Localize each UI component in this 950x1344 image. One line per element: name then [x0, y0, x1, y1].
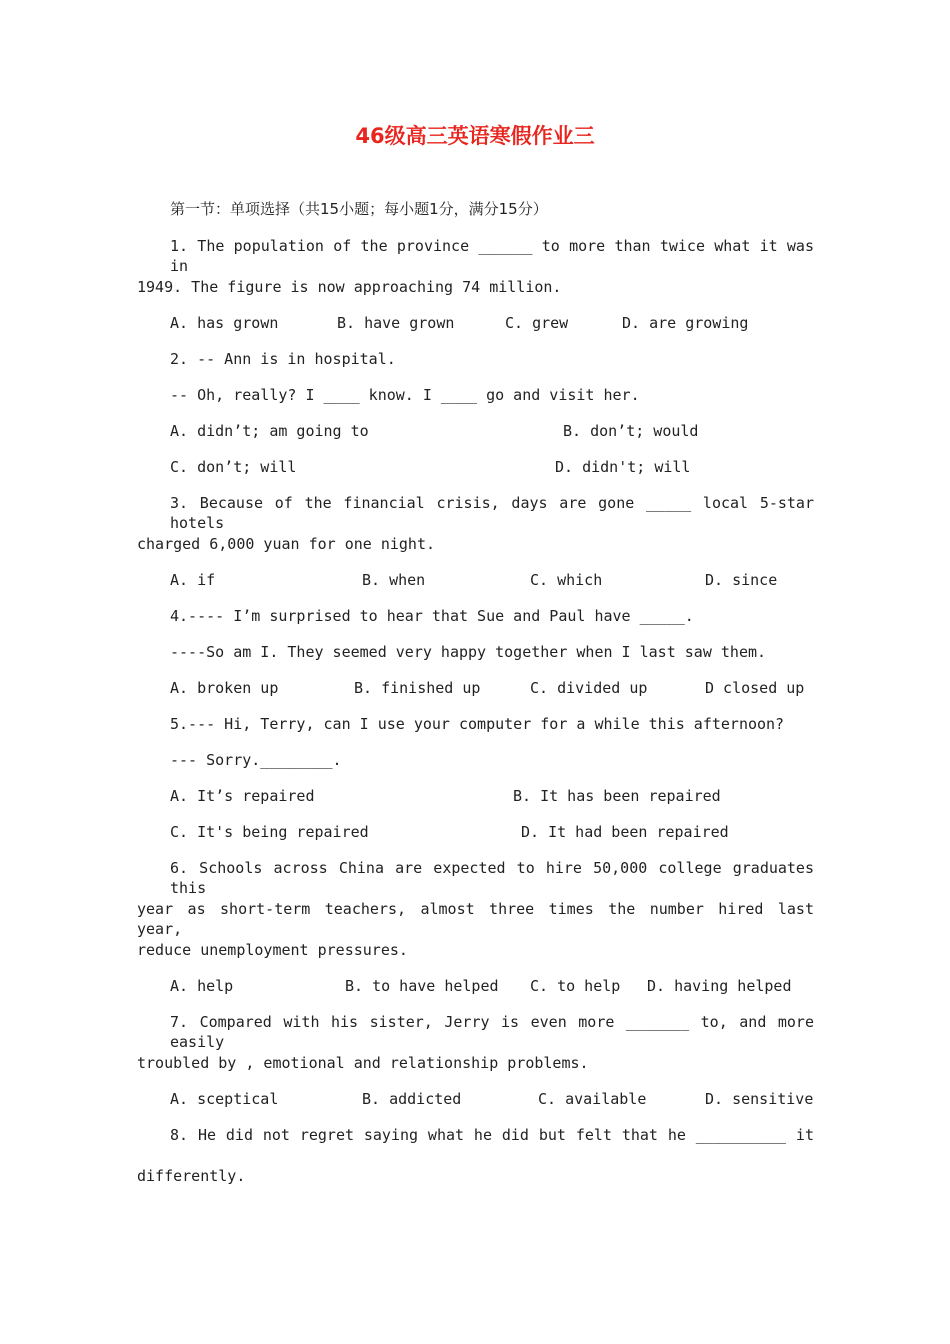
q6-option-b: B. to have helped [345, 977, 499, 995]
q7-option-a: A. sceptical [170, 1090, 279, 1108]
question-2-line-2: -- Oh, really? I ____ know. I ____ go and visit her. [170, 386, 640, 404]
q4-option-a: A. broken up [170, 679, 279, 697]
question-1-line-2: 1949. The figure is now approaching 74 million. [137, 278, 562, 296]
question-6-line-1: 6. Schools across China are expected to hire 50,000 college graduates this [170, 859, 814, 897]
question-6-line-3: reduce unemployment pressures. [137, 941, 408, 959]
question-4-line-1: 4.---- I’m surprised to hear that Sue and Paul have _____. [170, 607, 694, 625]
q5-option-d: D. It had been repaired [521, 823, 729, 841]
q2-option-d: D. didn't; will [555, 458, 691, 476]
question-7-line-1: 7. Compared with his sister, Jerry is even more _______ to, and more easily [170, 1013, 814, 1051]
q6-option-d: D. having helped [647, 977, 792, 995]
q2-option-b: B. don’t; would [563, 422, 699, 440]
question-5-line-2: --- Sorry.________. [170, 751, 342, 769]
question-8-line-1: 8. He did not regret saying what he did but felt that he __________ it [170, 1126, 814, 1144]
q6-option-c: C. to help [530, 977, 621, 995]
q1-option-c: C. grew [505, 314, 569, 332]
q7-option-d: D. sensitive [705, 1090, 814, 1108]
question-6-line-2: year as short-term teachers, almost three times the number hired last year, [137, 900, 814, 938]
q7-option-b: B. addicted [362, 1090, 462, 1108]
page-title: 46级高三英语寒假作业三 [355, 124, 595, 148]
question-2-line-1: 2. -- Ann is in hospital. [170, 350, 396, 368]
q1-option-d: D. are growing [622, 314, 749, 332]
question-7-line-2: troubled by , emotional and relationship problems. [137, 1054, 589, 1072]
q3-option-b: B. when [362, 571, 426, 589]
q2-option-c: C. don’t; will [170, 458, 297, 476]
q6-option-a: A. help [170, 977, 234, 995]
question-4-line-2: ----So am I. They seemed very happy together when I last saw them. [170, 643, 767, 661]
q4-option-b: B. finished up [354, 679, 481, 697]
q5-option-b: B. It has been repaired [513, 787, 721, 805]
q2-option-a: A. didn’t; am going to [170, 422, 369, 440]
q7-option-c: C. available [538, 1090, 647, 1108]
q1-option-a: A. has grown [170, 314, 279, 332]
q3-option-c: C. which [530, 571, 603, 589]
question-5-line-1: 5.--- Hi, Terry, can I use your computer for a while this afternoon? [170, 715, 785, 733]
q3-option-d: D. since [705, 571, 778, 589]
q3-option-a: A. if [170, 571, 216, 589]
q5-option-a: A. It’s repaired [170, 787, 315, 805]
q4-option-c: C. divided up [530, 679, 648, 697]
question-8-line-2: differently. [137, 1167, 246, 1185]
section-heading: 第一节：单项选择（共15小题；每小题1分，满分15分） [170, 200, 548, 218]
q1-option-b: B. have grown [337, 314, 455, 332]
question-3-line-2: charged 6,000 yuan for one night. [137, 535, 436, 553]
question-1-line-1: 1. The population of the province ______ to more than twice what it was in [170, 237, 814, 275]
q4-option-d: D closed up [705, 679, 805, 697]
question-3-line-1: 3. Because of the financial crisis, days are gone _____ local 5-star hotels [170, 494, 814, 532]
q5-option-c: C. It's being repaired [170, 823, 369, 841]
